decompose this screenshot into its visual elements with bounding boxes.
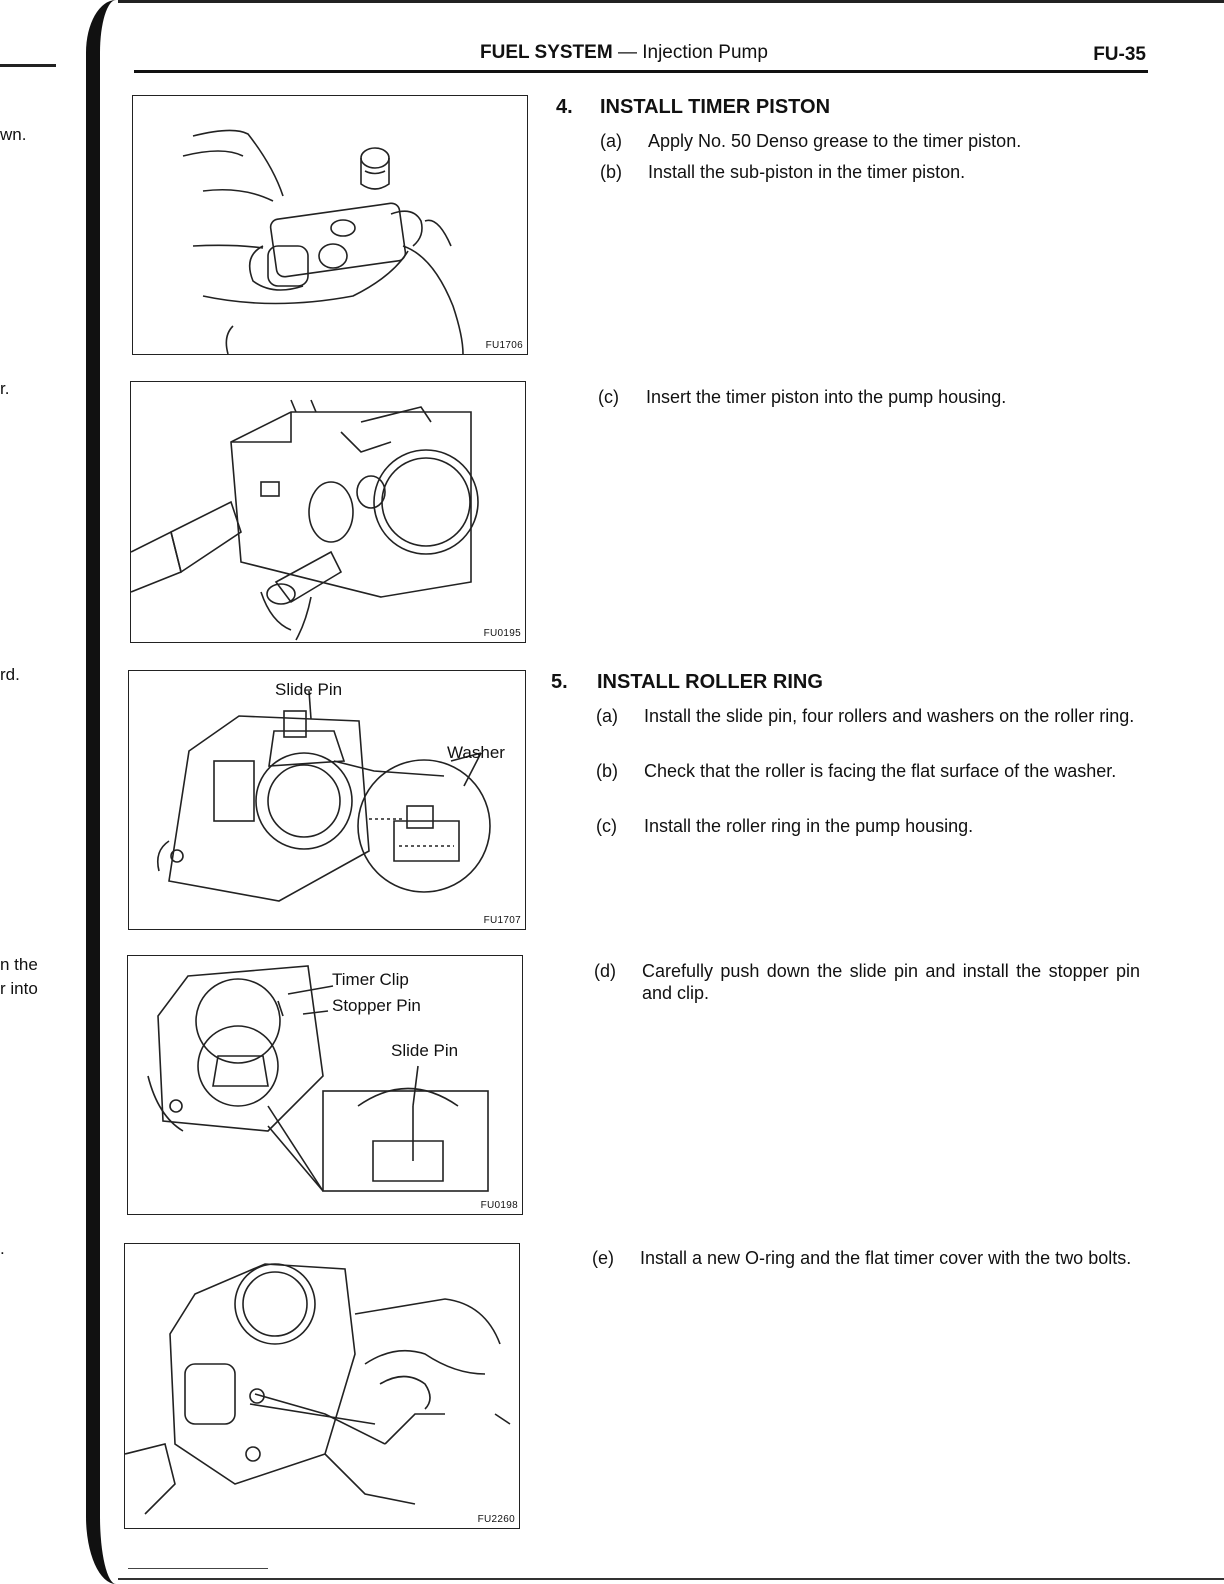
header-section: FUEL SYSTEM <box>480 42 613 63</box>
item-text: Install a new O-ring and the flat timer cover with the two bolts. <box>640 1248 1132 1268</box>
step-title: INSTALL TIMER PISTON <box>600 96 831 118</box>
label-slide-pin: Slide Pin <box>391 1041 459 1060</box>
item-key: (e) <box>592 1248 614 1268</box>
header-subsection: Injection Pump <box>642 42 768 63</box>
footer-short-rule <box>128 1568 268 1569</box>
figure-code: FU1707 <box>483 915 521 926</box>
margin-fragment: r. <box>0 379 10 398</box>
item-text: Install the roller ring in the pump housing. <box>644 816 974 836</box>
timer-piston-illustration <box>133 96 527 354</box>
step-5-heading <box>551 671 1141 699</box>
item-text: Install the sub-piston in the timer piston. <box>648 162 966 182</box>
figure-pump-housing-insert <box>130 381 526 643</box>
item-key: (b) <box>600 162 622 182</box>
step-title: INSTALL ROLLER RING <box>597 671 823 693</box>
figure-code: FU0198 <box>480 1200 518 1211</box>
top-edge-rule <box>118 0 1224 3</box>
step-5-item-d <box>594 960 1140 1006</box>
step-5-item-c <box>596 815 1142 837</box>
step-4-item-a <box>600 130 1100 152</box>
bottom-edge-rule <box>118 1578 1224 1580</box>
label-slide-pin: Slide Pin <box>275 680 343 699</box>
label-washer: Washer <box>447 743 505 762</box>
item-text: Insert the timer piston into the pump housing. <box>646 387 1007 407</box>
item-text: Install the slide pin, four rollers and washers on the roller ring. <box>644 706 1135 726</box>
item-key: (a) <box>600 131 622 151</box>
step-5-item-e <box>592 1247 1140 1293</box>
page-header <box>134 40 1148 73</box>
figure-timer-piston <box>132 95 528 355</box>
step-4-heading <box>556 96 1146 124</box>
header-separator: — <box>612 42 643 63</box>
margin-fragment: n the <box>0 955 38 974</box>
figure-roller-ring <box>128 670 526 930</box>
step-number: 5. <box>551 671 568 693</box>
step-number: 4. <box>556 96 573 118</box>
figure-stopper-pin <box>127 955 523 1215</box>
label-timer-clip: Timer Clip <box>332 970 409 989</box>
item-text: Carefully push down the slide pin and install the stopper pin and clip. <box>642 961 1140 1003</box>
item-key: (a) <box>596 706 618 726</box>
page-number: FU-35 <box>1093 44 1146 65</box>
item-text: Check that the roller is facing the flat surface of the washer. <box>644 761 1117 781</box>
header-title <box>480 42 768 64</box>
item-text: Apply No. 50 Denso grease to the timer piston. <box>648 131 1022 151</box>
roller-ring-illustration <box>129 671 525 929</box>
step-4-item-b <box>600 161 1100 183</box>
stopper-pin-illustration <box>128 956 522 1214</box>
item-key: (d) <box>594 961 616 981</box>
step-4-item-c <box>598 386 1098 408</box>
label-stopper-pin: Stopper Pin <box>332 996 421 1015</box>
step-5-item-b <box>596 760 1142 806</box>
margin-fragment: rd. <box>0 665 20 684</box>
timer-cover-illustration <box>125 1244 519 1528</box>
left-margin-tick <box>0 64 56 67</box>
margin-fragment: wn. <box>0 125 27 144</box>
item-key: (c) <box>596 816 617 836</box>
pump-housing-illustration <box>131 382 525 642</box>
binding-curve <box>86 0 116 1584</box>
item-key: (c) <box>598 387 619 407</box>
step-5-item-a <box>596 705 1142 751</box>
figure-code: FU1706 <box>485 340 523 351</box>
margin-fragment: . <box>0 1239 5 1258</box>
figure-code: FU2260 <box>477 1514 515 1525</box>
figure-code: FU0195 <box>483 628 521 639</box>
margin-fragment: r into <box>0 979 38 998</box>
item-key: (b) <box>596 761 618 781</box>
figure-timer-cover <box>124 1243 520 1529</box>
